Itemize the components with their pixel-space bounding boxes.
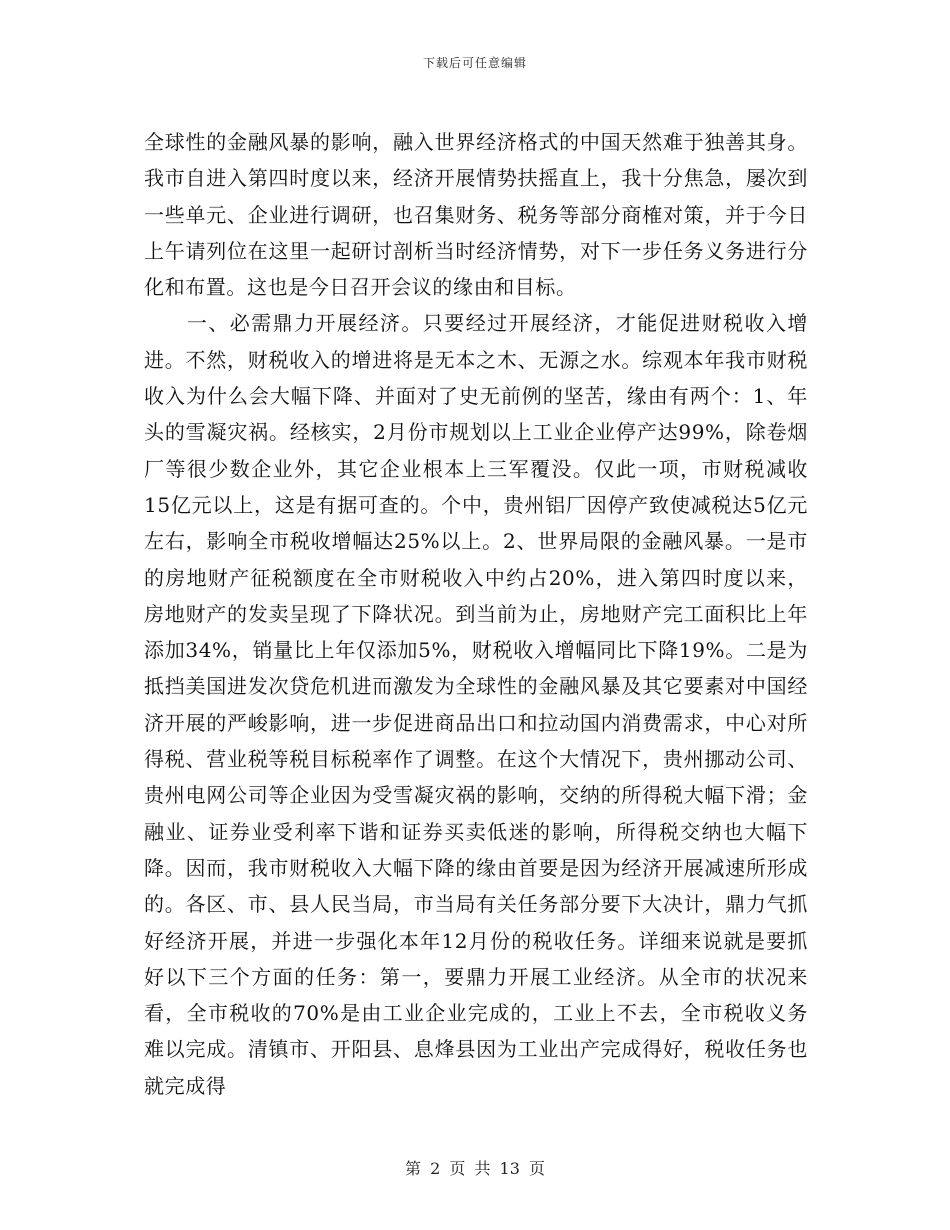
page-number-footer: 第 2 页 共 13 页 (405, 1159, 545, 1178)
document-body (144, 124, 808, 1104)
page-header: 下载后可任意编辑 (422, 56, 527, 70)
paragraph-1: 全球性的金融风暴的影响，融入世界经济格式的中国天然难于独善其身。我市自进入第四时度以来，经济开展情势扶摇直上，我十分焦急，屡次到一些单元、企业进行调研，也召集财务、税务等部分商榷对策，并于今日上午请列位在这里一起研讨剖析当时经济情势，对下一步任务义务进行分化和布置。这也是今日召开会议的缘由和目标。 (144, 130, 808, 300)
paragraph-2: 一、必需鼎力开展经济。只要经过开展经济，才能促进财税收入增进。不然，财税收入的增进将是无本之木、无源之水。综观本年我市财税收入为什么会大幅下降、并面对了史无前例的坚苦，缘由有两个：1、年头的雪凝灾祸。经核实，2月份市规划以上工业企业停产达99%，除卷烟厂等很少数企业外，其它企业根本上三军覆没。仅此一项，市财税减收15亿元以上，这是有据可查的。个中，贵州铝厂因停产致使减税达5亿元左右，影响全市税收增幅达25%以上。2、世界局限的金融风暴。一是市的房地财产征税额度在全市财税收入中约占20%，进入第四时度以来，房地财产的发卖呈现了下降状况。到当前为止，房地财产完工面积比上年添加34%，销量比上年仅添加5%，财税收入增幅同比下降19%。二是为抵挡美国进发次贷危机进而激发为全球性的金融风暴及其它要素对中国经济开展的严峻影响，进一步促进商品出口和拉动国内消费需求，中心对所得税、营业税等税目标税率作了调整。在这个大情况下，贵州挪动公司、贵州电网公司等企业因为受雪凝灾祸的影响，交纳的所得税大幅下滑；金融业、证券业受利率下谐和证券买卖低迷的影响，所得税交纳也大幅下降。因而，我市财税收入大幅下降的缘由首要是因为经济开展减速所形成的。各区、市、县人民当局，市当局有关任务部分要下大决计，鼎力气抓好经济开展，并进一步强化本年12月份的税收任务。详细来说就是要抓好以下三个方面的任务：第一，要鼎力开展工业经济。从全市的状况来看，全市税收的70%是由工业企业完成的，工业上不去，全市税收义务难以完成。清镇市、开阳县、息烽县因为工业出产完成得好，税收任务也就完成得 (144, 311, 808, 1098)
